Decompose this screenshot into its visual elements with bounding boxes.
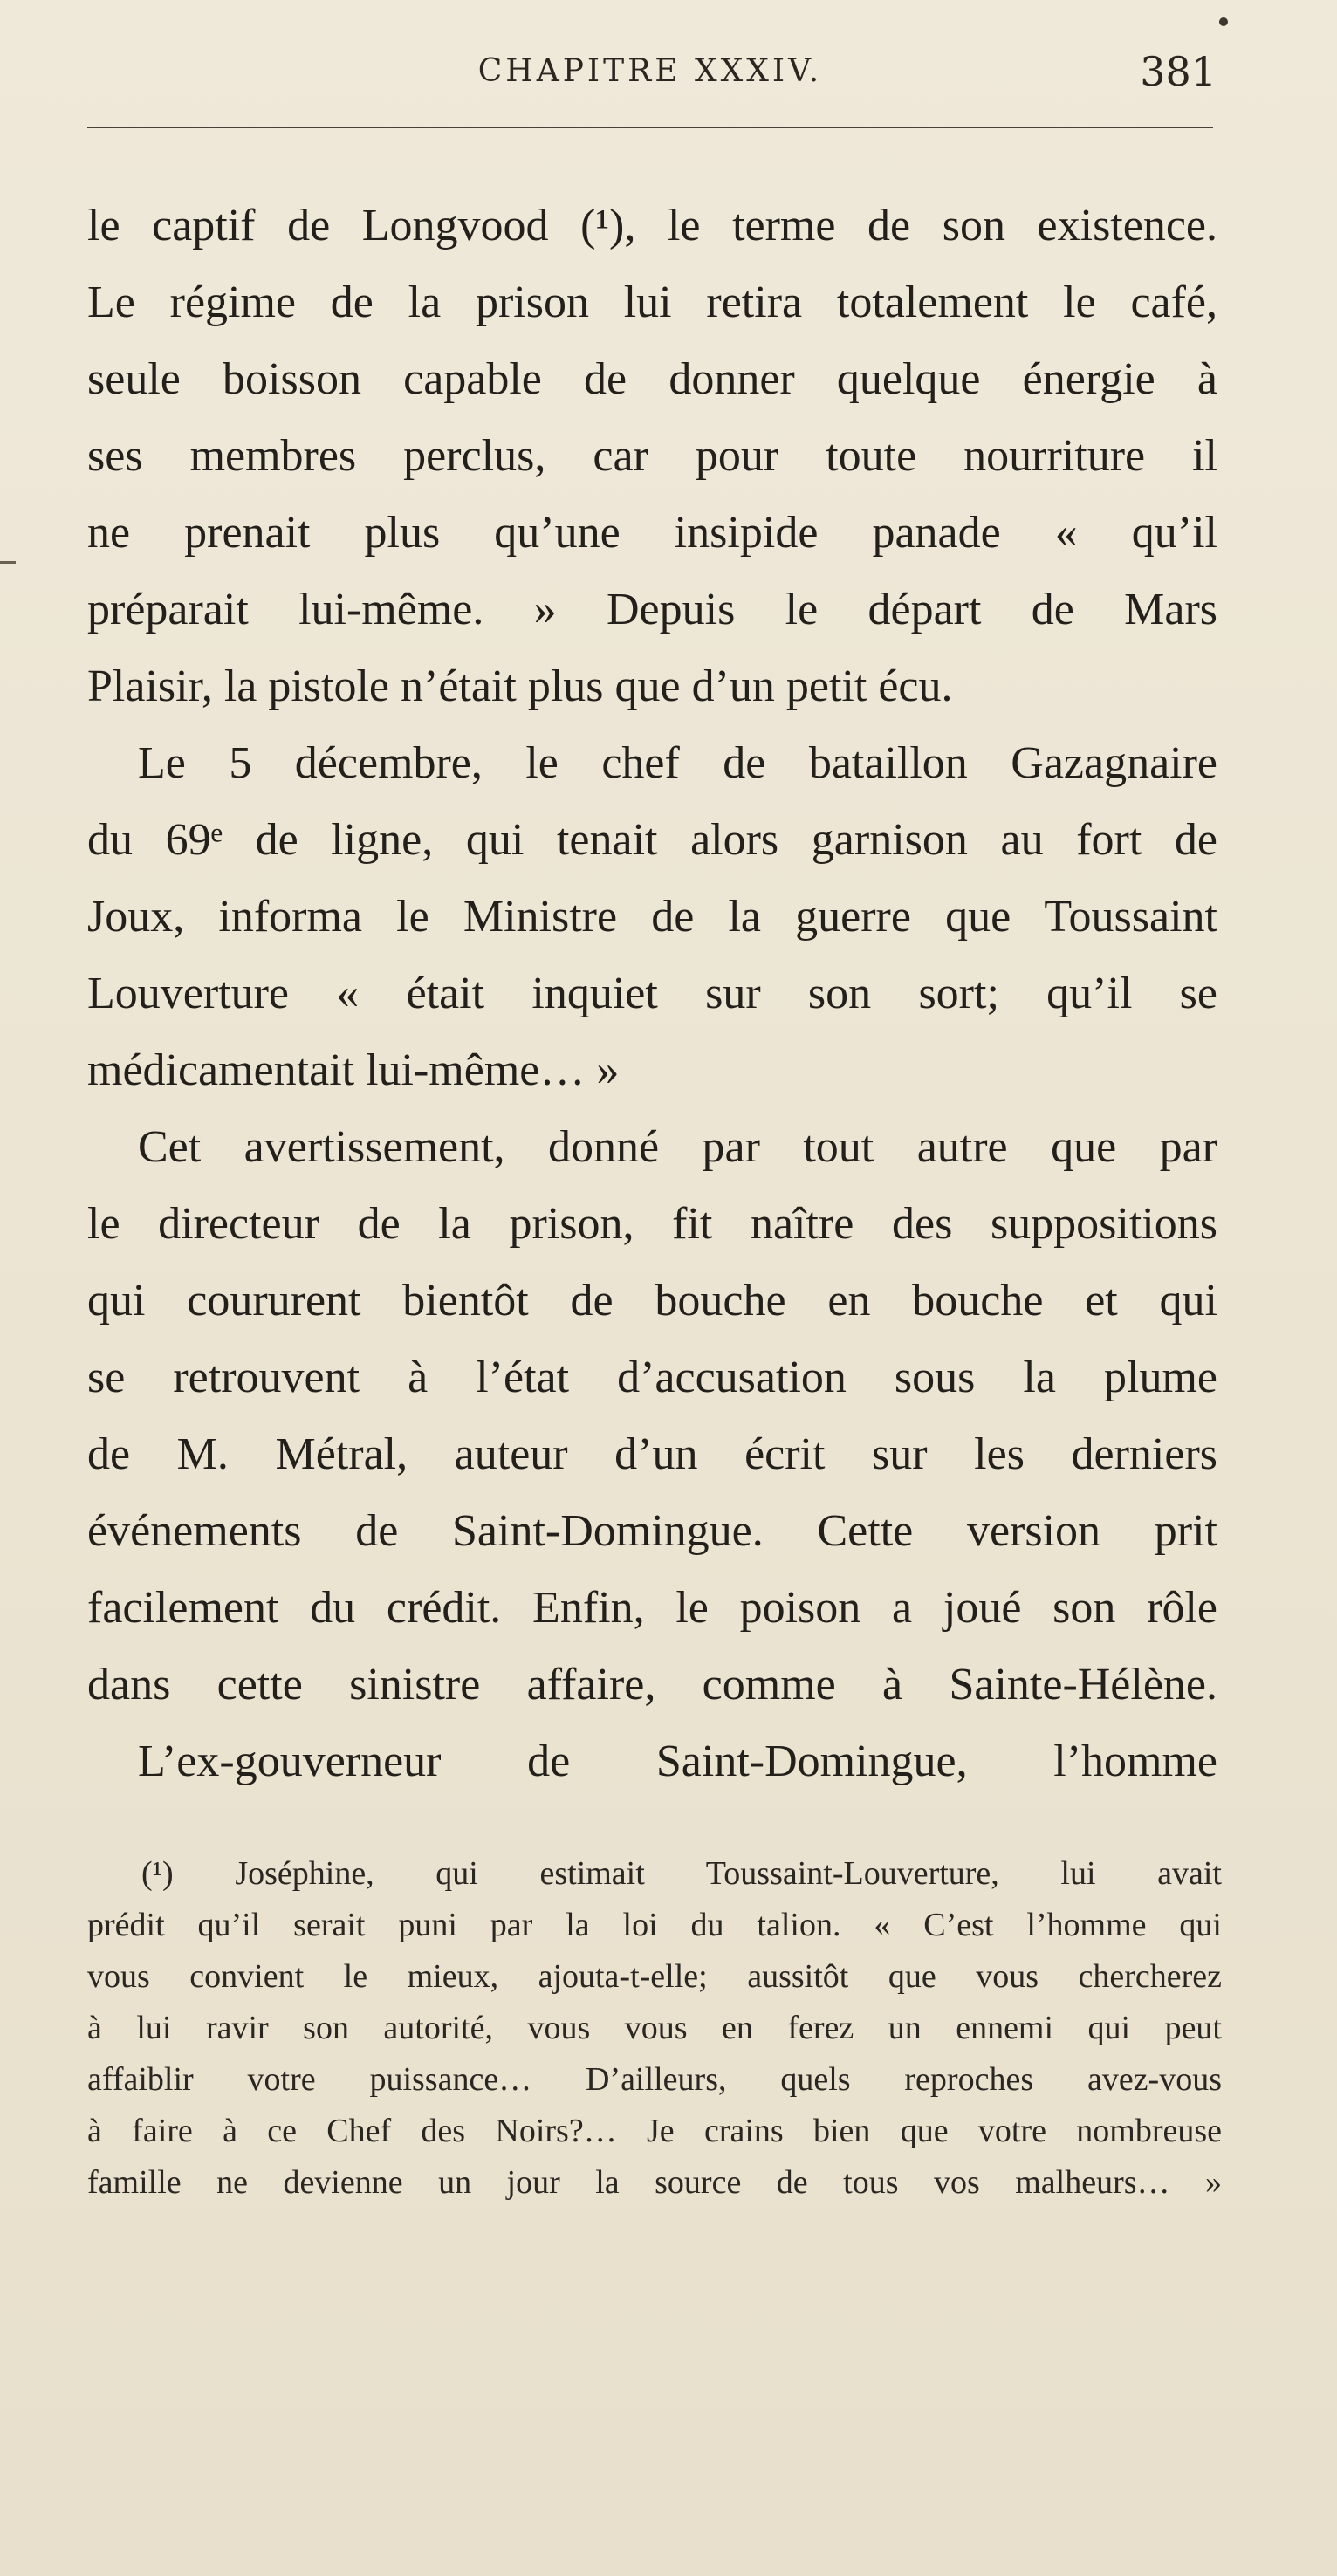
body-line: qui coururent bientôt de bouche en bouche et qui — [87, 1276, 1217, 1326]
body-line: Plaisir, la pistole n’était plus que d’un petit écu. — [87, 661, 953, 711]
page-number: 381 — [1140, 48, 1217, 95]
ink-speck — [1219, 17, 1228, 26]
body-line: Cet avertissement, donné par tout autre que par — [138, 1122, 1217, 1172]
footnote-line: à faire à ce Chef des Noirs?… Je crains bien que votre nombreuse — [87, 2113, 1222, 2149]
body-line: L’ex-gouverneur de Saint-Domingue, l’homme — [138, 1737, 1217, 1786]
footnote-line: à lui ravir son autorité, vous vous en ferez un ennemi qui peut — [87, 2010, 1222, 2046]
body-line: de M. Métral, auteur d’un écrit sur les derniers — [87, 1429, 1217, 1479]
body-line: le captif de Longvood (¹), le terme de son existence. — [87, 201, 1217, 250]
body-line: le directeur de la prison, fit naître des suppositions — [87, 1199, 1217, 1249]
body-line: Le régime de la prison lui retira totalement le café, — [87, 277, 1217, 327]
footnotes — [87, 1848, 1222, 2209]
running-head: CHAPITRE XXXIV. — [477, 53, 823, 89]
body-line: du 69ᵉ de ligne, qui tenait alors garnison au fort de — [87, 815, 1217, 865]
body-text — [87, 188, 1217, 1800]
footnote-line: affaiblir votre puissance… D’ailleurs, quels reproches avez-vous — [87, 2061, 1222, 2098]
body-line: préparait lui-même. » Depuis le départ de Mars — [87, 585, 1217, 634]
body-line: seule boisson capable de donner quelque énergie à — [87, 354, 1217, 404]
body-line: Le 5 décembre, le chef de bataillon Gazagnaire — [138, 738, 1217, 788]
body-line: Louverture « était inquiet sur son sort; qu’il se — [87, 969, 1217, 1018]
margin-mark — [0, 561, 16, 564]
body-line: Joux, informa le Ministre de la guerre que Toussaint — [87, 892, 1217, 942]
page-header — [87, 48, 1217, 109]
body-line: médicamentait lui-même… » — [87, 1045, 620, 1095]
footnote-line: vous convient le mieux, ajouta-t-elle; aussitôt que vous chercherez — [87, 1958, 1222, 1995]
body-line: facilement du crédit. Enfin, le poison a joué son rôle — [87, 1583, 1217, 1633]
footnote-line: (¹) Joséphine, qui estimait Toussaint-Louverture, lui avait — [141, 1855, 1222, 1892]
body-line: ne prenait plus qu’une insipide panade « qu’il — [87, 508, 1217, 558]
footnote-line: prédit qu’il serait puni par la loi du talion. « C’est l’homme qui — [87, 1907, 1222, 1943]
footnote-line: famille ne devienne un jour la source de tous vos malheurs… » — [87, 2164, 1222, 2201]
header-rule — [87, 127, 1213, 128]
body-line: événements de Saint-Domingue. Cette version prit — [87, 1506, 1217, 1556]
body-line: dans cette sinistre affaire, comme à Sainte-Hélène. — [87, 1660, 1217, 1709]
body-line: se retrouvent à l’état d’accusation sous la plume — [87, 1353, 1217, 1402]
body-line: ses membres perclus, car pour toute nourriture il — [87, 431, 1217, 481]
